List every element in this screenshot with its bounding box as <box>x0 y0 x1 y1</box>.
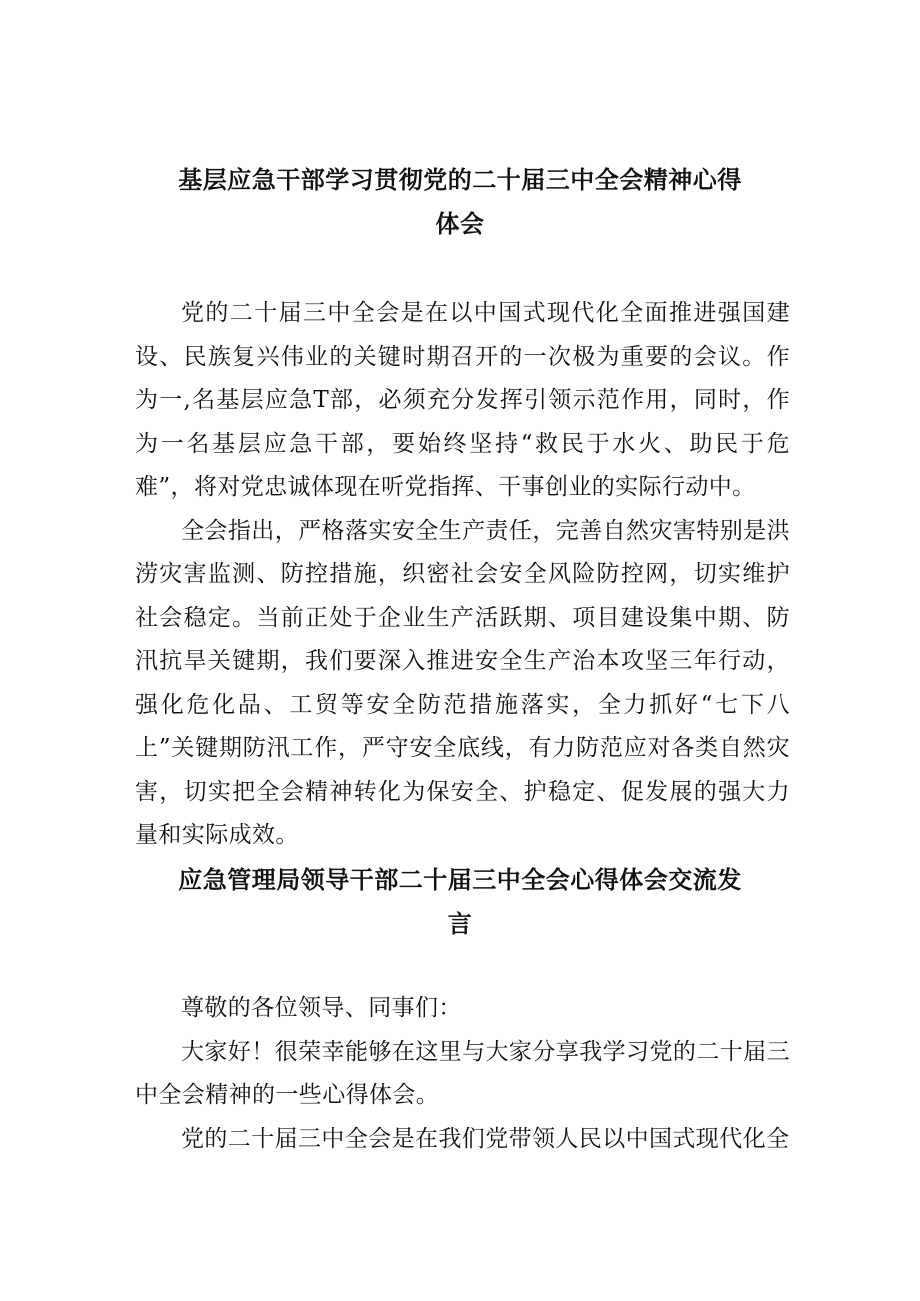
section1-body <box>135 292 790 858</box>
section1-paragraph-1: 党的二十届三中全会是在以中国式现代化全面推进强国建设、民族复兴伟业的关键时期召开的一次极为重要的会议。作为一,名基层应急T部，必须充分发挥引领示范作用，同时，作为一名基层应急干部，要始终坚持“救民于水火、助民于危难”，将对党忠诚体现在听党指挥、干事创业的实际行动中。 <box>135 300 790 500</box>
section1-title-line1: 基层应急干部学习贯彻党的二十届三中全会精神心得 <box>178 166 742 194</box>
section2-title-line1: 应急管理局领导干部二十届三中全会心得体会交流发 <box>178 866 742 894</box>
section2-title <box>150 858 770 946</box>
section1-paragraph-2: 全会指出，严格落实安全生产责任，完善自然灾害特别是洪涝灾害监测、防控措施，织密社会安全风险防控网，切实维护社会稳定。当前正处于企业生产活跃期、项目建设集中期、防汛抗旱关键期，我们要深入推进安全生产治本攻坚三年行动，强化危化品、工贸等安全防范措施落实，全力抓好“七下八上”关键期防汛工作，严守安全底线，有力防范应对各类自然灾害，切实把全会精神转化为保安全、护稳定、促发展的强大力量和实际成效。 <box>135 517 790 848</box>
section2-paragraph-2: 党的二十届三中全会是在我们党带领人民以中国式现代化全 <box>181 1125 790 1152</box>
section2-title-line2: 言 <box>447 910 473 938</box>
section2-salutation: 尊敬的各位领导、同事们： <box>181 995 462 1021</box>
section2-body <box>135 987 790 1161</box>
section1-title <box>150 158 770 246</box>
section2-paragraph-1: 大家好！很荣幸能够在这里与大家分享我学习党的二十届三中全会精神的一些心得体会。 <box>135 1038 790 1108</box>
section1-title-line2: 体会 <box>435 210 485 238</box>
